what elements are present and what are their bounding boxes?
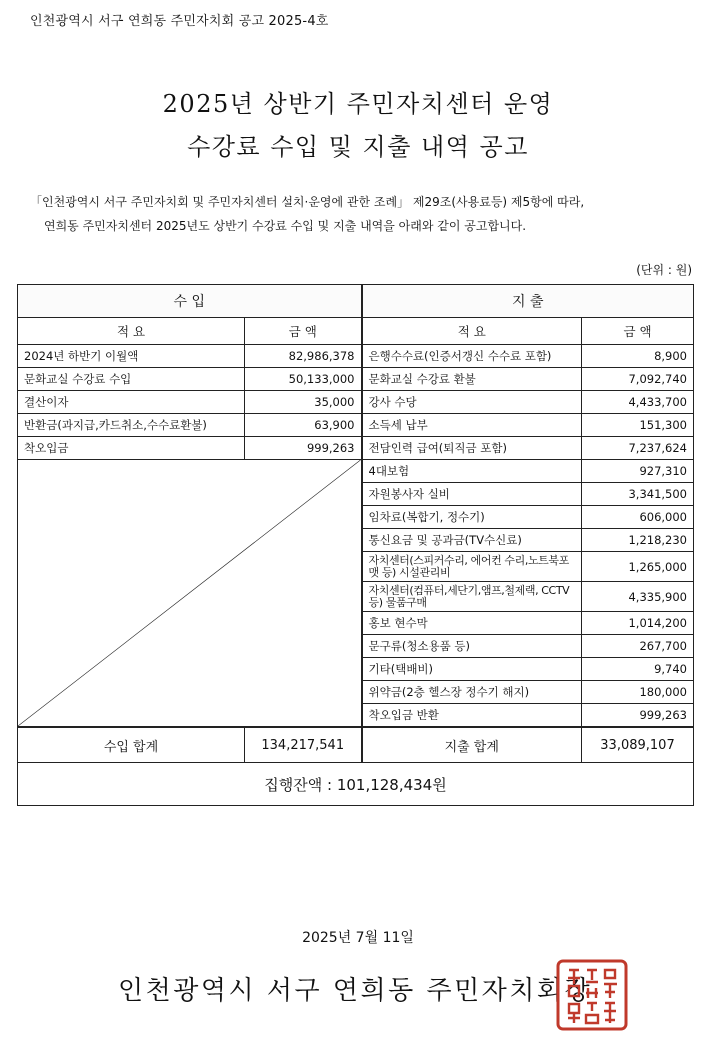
diagonal-line bbox=[18, 460, 361, 726]
income-amount: 63,900 bbox=[245, 414, 362, 437]
income-item: 착오입금 bbox=[18, 437, 245, 460]
expense-item-header: 적 요 bbox=[362, 318, 582, 345]
expense-amount: 1,265,000 bbox=[582, 552, 694, 582]
income-empty-area bbox=[18, 460, 362, 728]
signer-name: 인천광역시 서구 연희동 주민자치회장 bbox=[118, 976, 593, 1006]
title-line-2: 수강료 수입 및 지출 내역 공고 bbox=[187, 133, 529, 161]
balance-row bbox=[18, 763, 694, 806]
expense-item: 임차료(복합기, 정수기) bbox=[362, 506, 582, 529]
expense-amount: 7,237,624 bbox=[582, 437, 694, 460]
expense-amount: 999,263 bbox=[582, 704, 694, 728]
intro-line-1: 「인천광역시 서구 주민자치회 및 주민자치센터 설치·운영에 관한 조례」 제29조(사용료등) 제5항에 따라, bbox=[30, 195, 585, 209]
income-item: 반환금(과지급,카드취소,수수료환불) bbox=[18, 414, 245, 437]
section-header-row bbox=[18, 285, 694, 318]
expense-amount: 7,092,740 bbox=[582, 368, 694, 391]
expense-header: 지 출 bbox=[362, 285, 694, 318]
expense-amount: 151,300 bbox=[582, 414, 694, 437]
expense-item: 전담인력 급여(퇴직금 포함) bbox=[362, 437, 582, 460]
expense-item: 기타(택배비) bbox=[362, 658, 582, 681]
expense-item: 문화교실 수강료 환불 bbox=[362, 368, 582, 391]
expense-amount: 927,310 bbox=[582, 460, 694, 483]
income-amount: 999,263 bbox=[245, 437, 362, 460]
income-item: 2024년 하반기 이월액 bbox=[18, 345, 245, 368]
expense-amount: 3,341,500 bbox=[582, 483, 694, 506]
expense-item: 위약금(2층 헬스장 정수기 해지) bbox=[362, 681, 582, 704]
table-row bbox=[18, 437, 694, 460]
column-header-row bbox=[18, 318, 694, 345]
expense-amount: 9,740 bbox=[582, 658, 694, 681]
table-row bbox=[18, 368, 694, 391]
expense-amount-header: 금 액 bbox=[582, 318, 694, 345]
expense-amount: 4,433,700 bbox=[582, 391, 694, 414]
expense-item: 통신요금 및 공과금(TV수신료) bbox=[362, 529, 582, 552]
income-amount-header: 금 액 bbox=[245, 318, 362, 345]
expense-amount: 1,218,230 bbox=[582, 529, 694, 552]
income-item: 문화교실 수강료 수입 bbox=[18, 368, 245, 391]
official-seal-icon bbox=[555, 958, 629, 1032]
total-row bbox=[18, 727, 694, 763]
income-item: 결산이자 bbox=[18, 391, 245, 414]
table-row bbox=[18, 460, 694, 483]
expense-amount: 4,335,900 bbox=[582, 582, 694, 612]
expense-item: 4대보험 bbox=[362, 460, 582, 483]
income-amount: 50,133,000 bbox=[245, 368, 362, 391]
intro-paragraph bbox=[30, 190, 700, 238]
title-line-1: 2025년 상반기 주민자치센터 운영 bbox=[162, 90, 554, 118]
table-row bbox=[18, 414, 694, 437]
income-total-label: 수입 합계 bbox=[18, 727, 245, 763]
expense-amount: 267,700 bbox=[582, 635, 694, 658]
expense-item: 홍보 현수막 bbox=[362, 612, 582, 635]
expense-amount: 606,000 bbox=[582, 506, 694, 529]
income-expense-table bbox=[17, 284, 694, 806]
intro-line-2: 연희동 주민자치센터 2025년도 상반기 수강료 수입 및 지출 내역을 아래와 같이 공고합니다. bbox=[44, 219, 527, 233]
income-amount: 35,000 bbox=[245, 391, 362, 414]
expense-amount: 8,900 bbox=[582, 345, 694, 368]
expense-item: 문구류(청소용품 등) bbox=[362, 635, 582, 658]
unit-label: (단위 : 원) bbox=[636, 263, 692, 277]
expense-item: 자치센터(컴퓨터,세단기,앰프,철제랙, CCTV등) 물품구매 bbox=[362, 582, 582, 612]
expense-item: 착오입금 반환 bbox=[362, 704, 582, 728]
table-row bbox=[18, 391, 694, 414]
notice-date: 2025년 7월 11일 bbox=[302, 930, 414, 946]
expense-total-label: 지출 합계 bbox=[362, 727, 582, 763]
income-header: 수 입 bbox=[18, 285, 362, 318]
balance-amount: 집행잔액 : 101,128,434원 bbox=[18, 763, 694, 806]
expense-item: 소득세 납부 bbox=[362, 414, 582, 437]
expense-amount: 180,000 bbox=[582, 681, 694, 704]
expense-amount: 1,014,200 bbox=[582, 612, 694, 635]
expense-item: 자원봉사자 실비 bbox=[362, 483, 582, 506]
income-total-amount: 134,217,541 bbox=[245, 727, 362, 763]
expense-total-amount: 33,089,107 bbox=[582, 727, 694, 763]
expense-item: 강사 수당 bbox=[362, 391, 582, 414]
seal-glyphs bbox=[568, 970, 617, 1023]
expense-item: 자치센터(스피커수리, 에어컨 수리,노트북포맷 등) 시설관리비 bbox=[362, 552, 582, 582]
income-amount: 82,986,378 bbox=[245, 345, 362, 368]
notice-number: 인천광역시 서구 연희동 주민자치회 공고 2025-4호 bbox=[30, 14, 329, 29]
expense-item: 은행수수료(인증서갱신 수수료 포함) bbox=[362, 345, 582, 368]
table-row bbox=[18, 345, 694, 368]
income-item-header: 적 요 bbox=[18, 318, 245, 345]
